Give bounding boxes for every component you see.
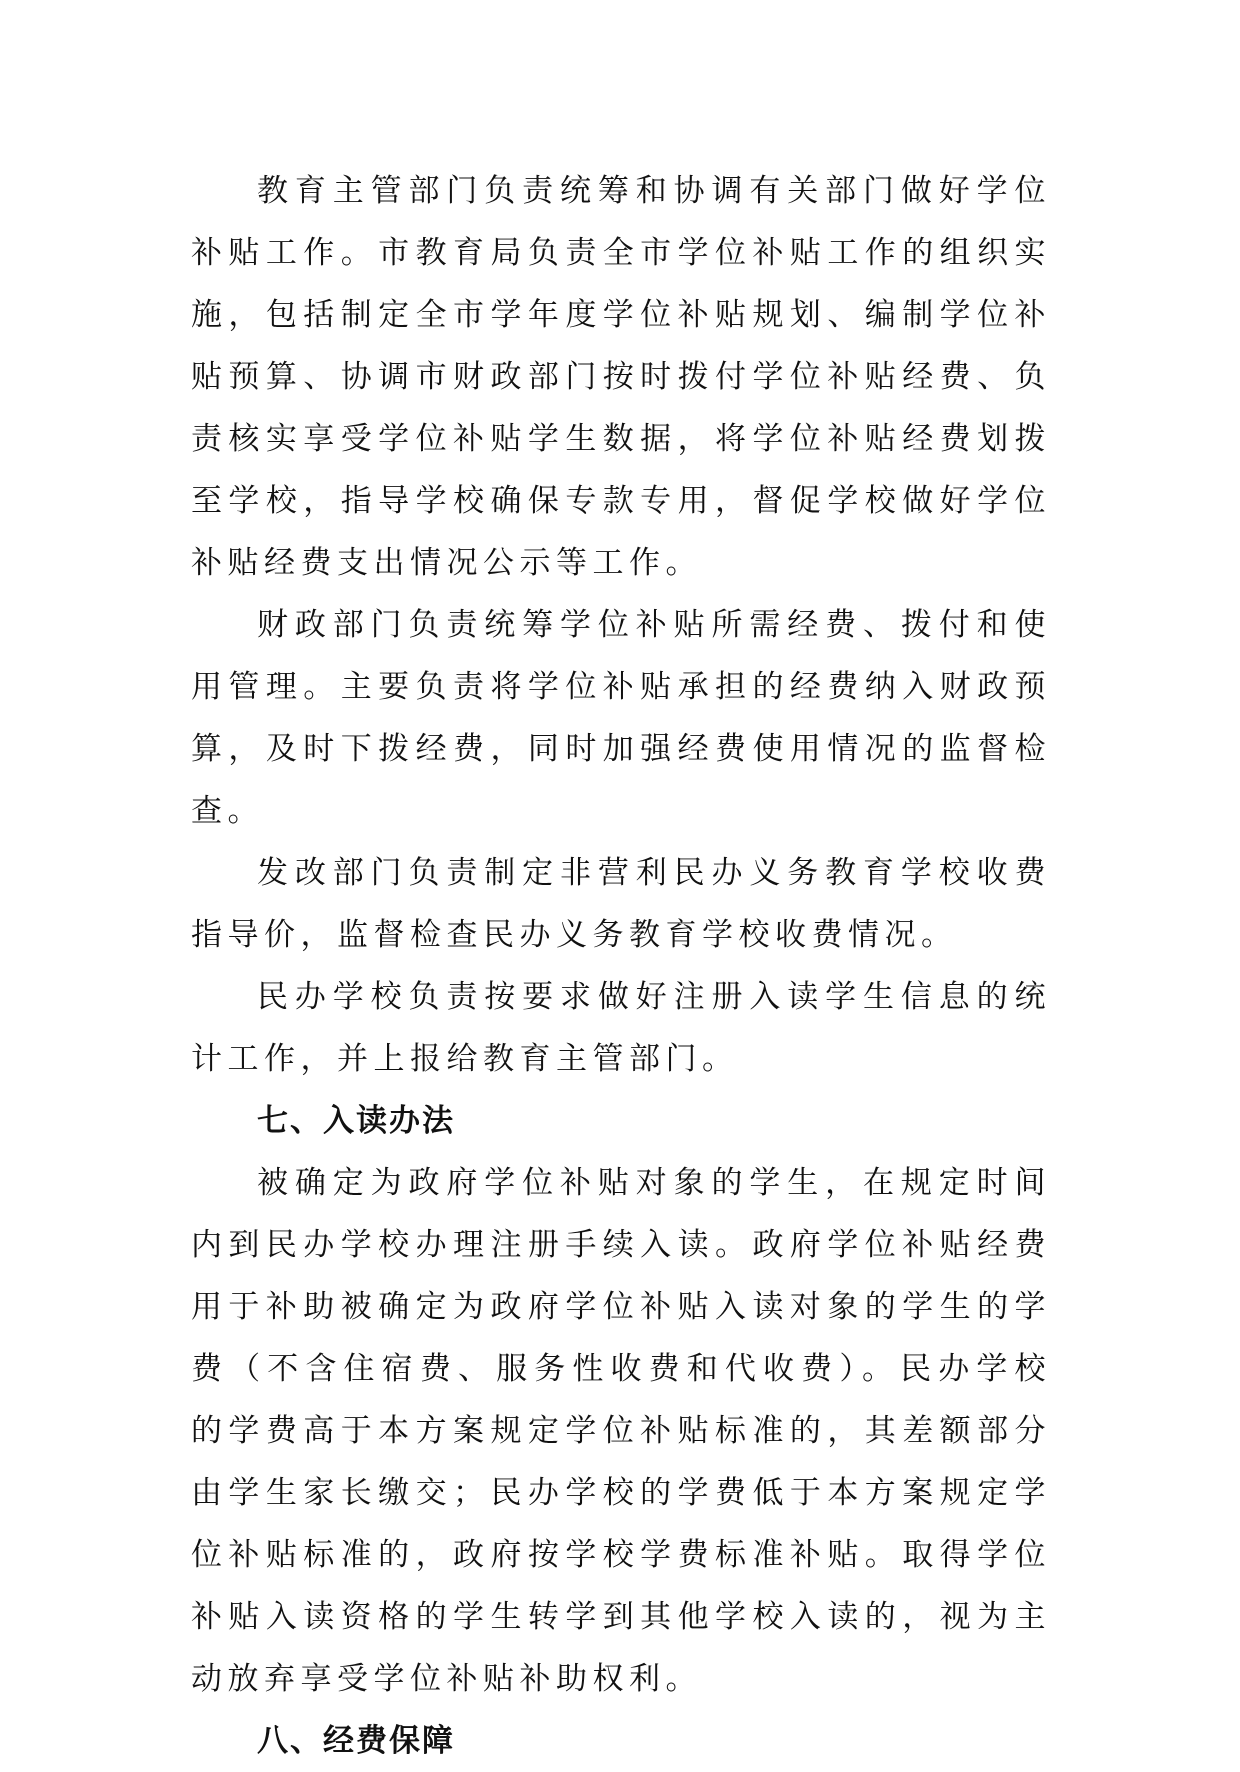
paragraph-development-reform-department: 发改部门负责制定非营利民办义务教育学校收费指导价，监督检查民办义务教育学校收费情况。	[191, 855, 1051, 953]
paragraph-finance-department: 财政部门负责统筹学位补贴所需经费、拨付和使用管理。主要负责将学位补贴承担的经费纳入财政预算，及时下拨经费，同时加强经费使用情况的监督检查。	[191, 607, 1051, 829]
paragraph-private-schools: 民办学校负责按要求做好注册入读学生信息的统计工作，并上报给教育主管部门。	[191, 979, 1051, 1077]
section-heading-enrollment-method: 七、入读办法	[257, 1103, 455, 1139]
section-heading-funding-guarantee: 八、经费保障	[257, 1723, 455, 1759]
paragraph-education-department: 教育主管部门负责统筹和协调有关部门做好学位补贴工作。市教育局负责全市学位补贴工作的组织实施，包括制定全市学年度学位补贴规划、编制学位补贴预算、协调市财政部门按时拨付学位补贴经费、负责核实享受学位补贴学生数据，将学位补贴经费划拨至学校，指导学校确保专款专用，督促学校做好学位补贴经费支出情况公示等工作。	[191, 173, 1051, 581]
paragraph-enrollment-method: 被确定为政府学位补贴对象的学生，在规定时间内到民办学校办理注册手续入读。政府学位补贴经费用于补助被确定为政府学位补贴入读对象的学生的学费（不含住宿费、服务性收费和代收费）。民办学校的学费高于本方案规定学位补贴标准的，其差额部分由学生家长缴交；民办学校的学费低于本方案规定学位补贴标准的，政府按学校学费标准补贴。取得学位补贴入读资格的学生转学到其他学校入读的，视为主动放弃享受学位补贴补助权利。	[191, 1165, 1051, 1697]
document-body	[191, 160, 1051, 1772]
